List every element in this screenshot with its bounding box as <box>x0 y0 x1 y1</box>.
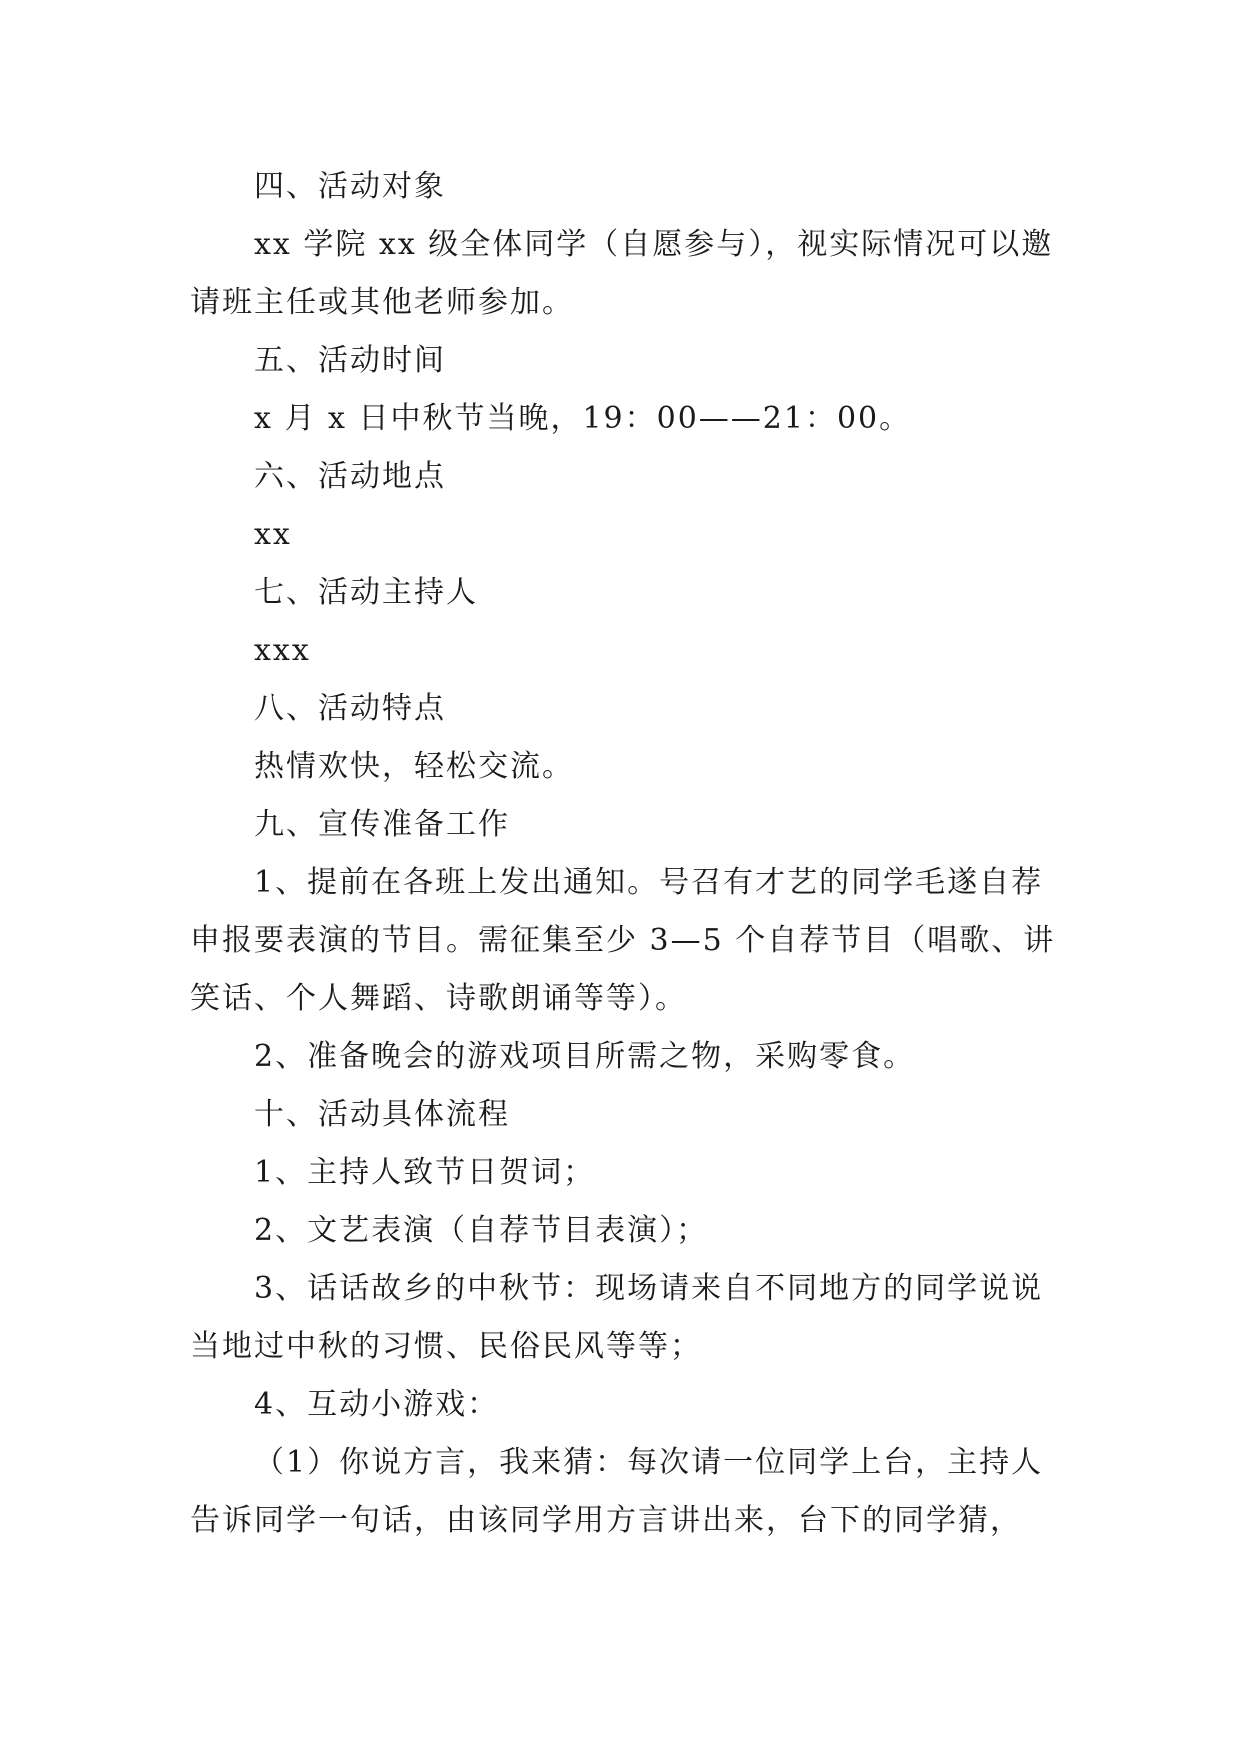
paragraph: 2、准备晚会的游戏项目所需之物，采购零食。 <box>254 1039 916 1074</box>
section-heading: 十、活动具体流程 <box>254 1097 510 1132</box>
section-heading: 五、活动时间 <box>254 343 446 378</box>
section-heading: 七、活动主持人 <box>254 575 478 610</box>
section-heading: 八、活动特点 <box>254 691 446 726</box>
paragraph: xxx <box>254 633 311 668</box>
list-item: 2、文艺表演（自荐节目表演）； <box>254 1213 709 1248</box>
paragraph: （1）你说方言，我来猜：每次请一位同学上台，主持人告诉同学一句话，由该同学用方言讲出来，台下的同学猜， <box>190 1445 1044 1538</box>
paragraph: xx <box>254 517 292 552</box>
list-item: 3、话话故乡的中秋节：现场请来自不同地方的同学说说当地过中秋的习惯、民俗民风等等； <box>190 1271 1044 1364</box>
section-heading: 四、活动对象 <box>254 169 446 204</box>
paragraph: xx 学院 xx 级全体同学（自愿参与），视实际情况可以邀请班主任或其他老师参加。 <box>190 227 1054 320</box>
paragraph: 1、提前在各班上发出通知。号召有才艺的同学毛遂自荐申报要表演的节目。需征集至少 3—5 个自荐节目（唱歌、讲笑话、个人舞蹈、诗歌朗诵等等）。 <box>190 865 1056 1016</box>
paragraph: 热情欢快，轻松交流。 <box>254 749 574 784</box>
section-heading: 九、宣传准备工作 <box>254 807 510 842</box>
paragraph: x 月 x 日中秋节当晚，19：00——21：00。 <box>254 401 912 436</box>
document-body <box>190 158 1060 1550</box>
section-heading: 六、活动地点 <box>254 459 446 494</box>
list-item: 4、互动小游戏： <box>254 1387 500 1422</box>
list-item: 1、主持人致节日贺词； <box>254 1155 596 1190</box>
